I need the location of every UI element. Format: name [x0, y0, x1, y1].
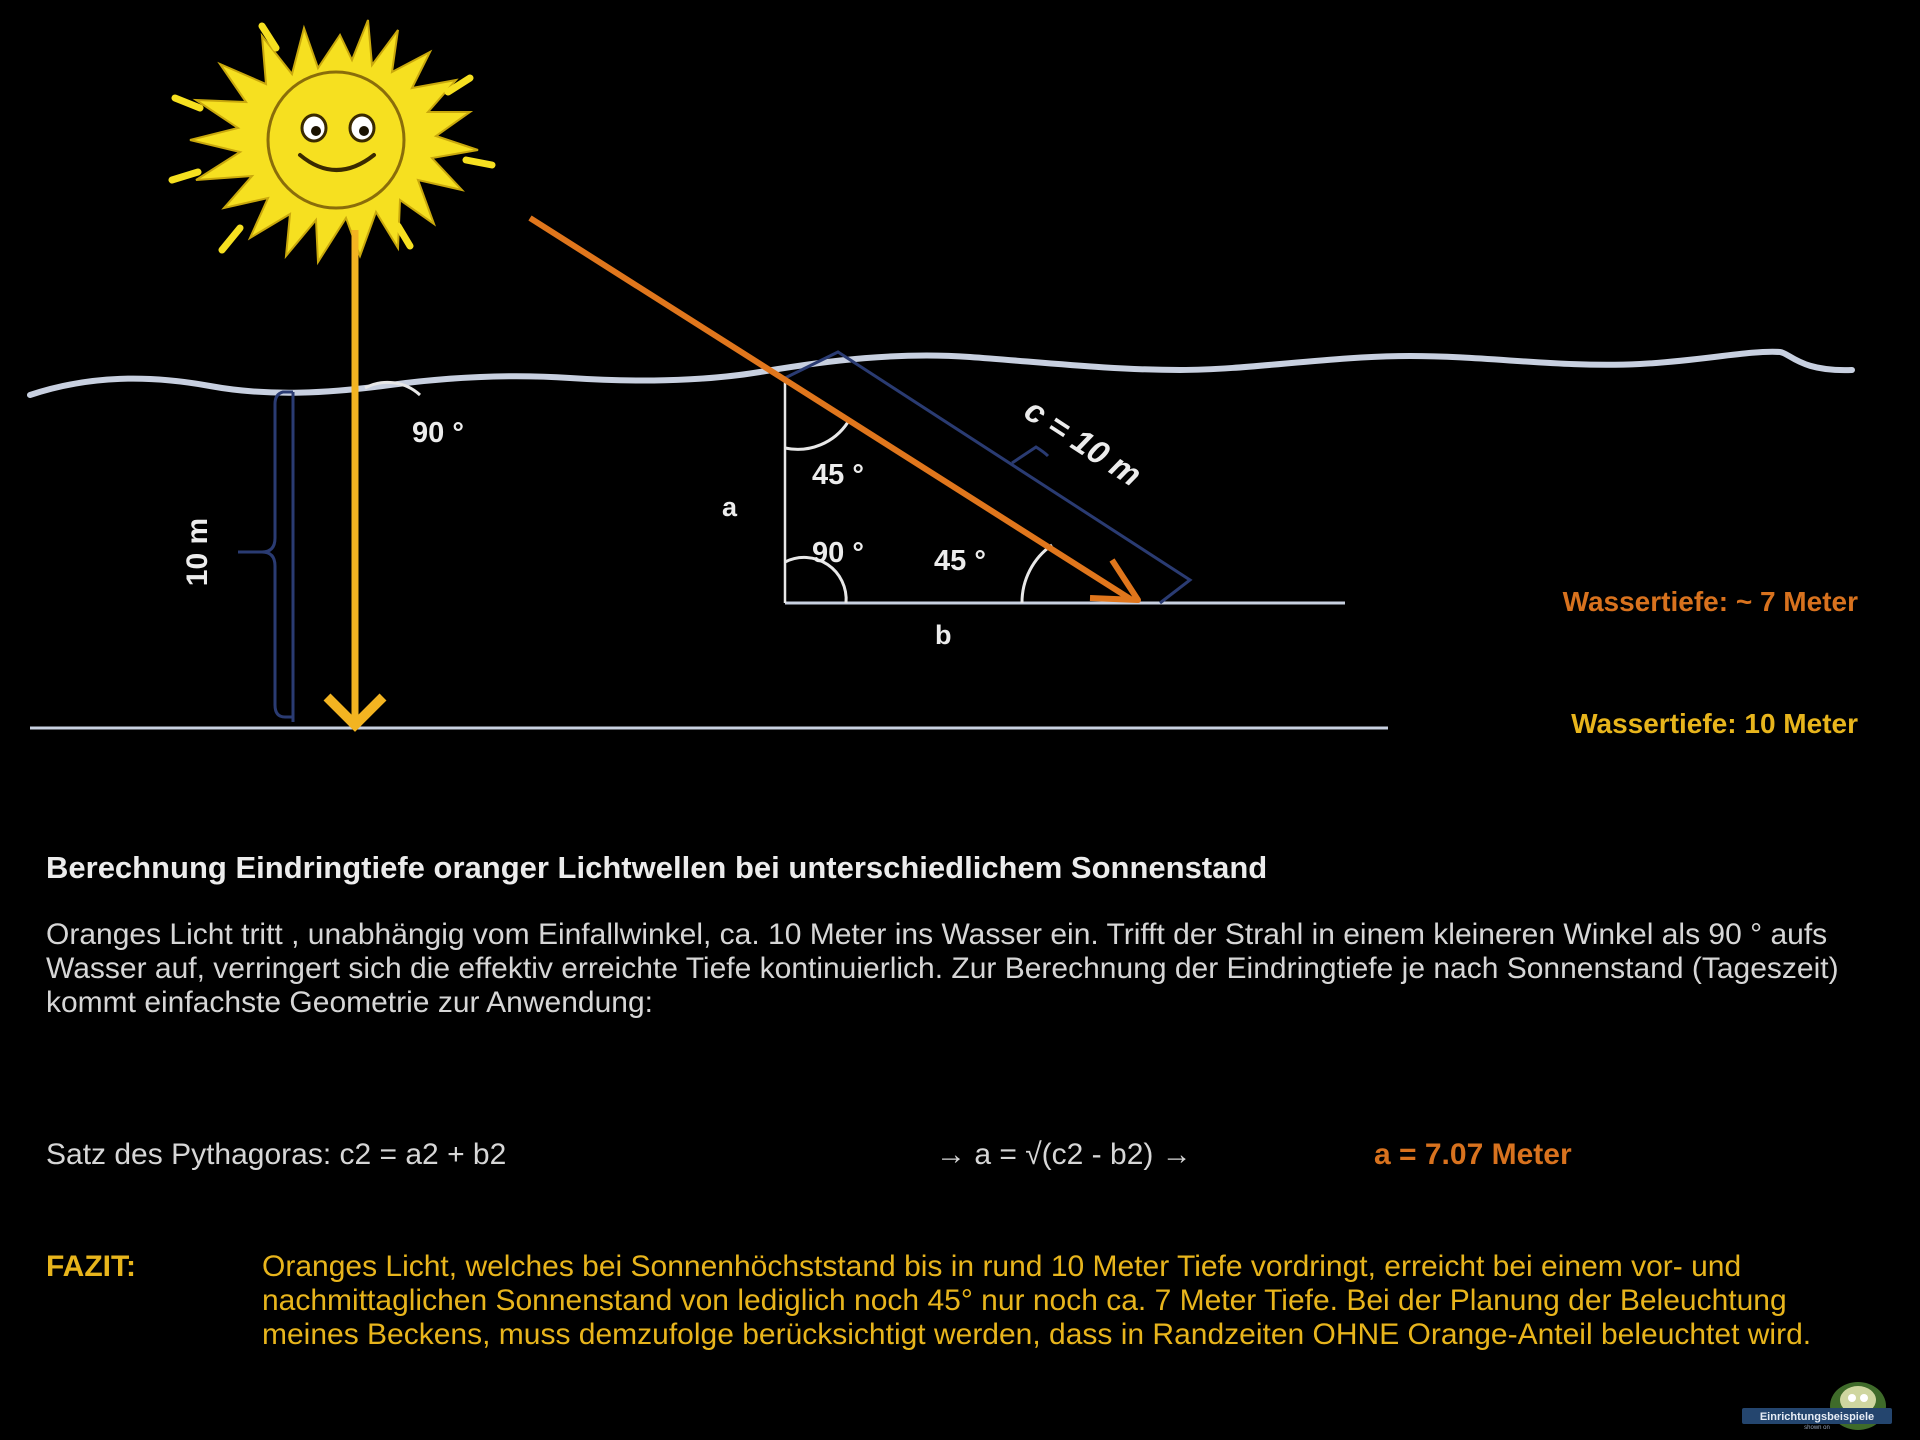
- formula-step: → a = √(c2 - b2) →: [936, 1138, 1192, 1171]
- depth-label-shallow: Wassertiefe: ~ 7 Meter: [1562, 586, 1858, 617]
- watermark-logo: [1742, 1376, 1902, 1430]
- angle-90-right-label: 90 °: [812, 537, 864, 569]
- intro-paragraph: Oranges Licht tritt , unabhängig vom Einfallwinkel, ca. 10 Meter ins Wasser ein. Trifft der Strahl in einem kleineren Winkel als 90 ° aufs Wasser auf, verringert sich die effektiv erreichte Tiefe kontinuierlich. Zur Berechnung der Eindringtiefe je nach Sonnenstand (Tageszeit) kommt einfachste Geometrie zur Anwendung:: [46, 918, 1839, 1019]
- fazit-paragraph: Oranges Licht, welches bei Sonnenhöchststand bis in rund 10 Meter Tiefe vordringt, erreicht bei einem vor- und nachmittaglichen Sonnenstand von lediglich noch 45° nur noch ca. 7 Meter Tiefe. Bei der Planung der Beleuchtung meines Beckens, muss demzufolge berücksichtigt werden, dass in Randzeiten OHNE Orange-Anteil beleuchtet wird.: [262, 1250, 1812, 1351]
- depth-side-label: 10 m: [181, 517, 214, 587]
- page-heading: Berechnung Eindringtiefe oranger Lichtwellen bei unterschiedlichem Sonnenstand: [46, 850, 1268, 885]
- side-a-label: a: [722, 492, 738, 522]
- formula-label: Satz des Pythagoras: c2 = a2 + b2: [46, 1138, 507, 1171]
- sun-face: [268, 72, 404, 208]
- watermark-text: Einrichtungsbeispiele: [1759, 1411, 1875, 1423]
- water-surface-line: [30, 352, 1852, 395]
- angle-45-bottom-label: 45 °: [934, 545, 986, 577]
- sun-icon: [172, 20, 492, 262]
- fazit-label: FAZIT:: [46, 1250, 136, 1283]
- side-b-label: b: [935, 620, 952, 650]
- angle-45-top-label: 45 °: [812, 459, 864, 491]
- watermark-subtext: shown on: [1804, 1425, 1830, 1430]
- angle-90-top-label: 90 °: [412, 417, 464, 449]
- formula-result: a = 7.07 Meter: [1374, 1138, 1572, 1171]
- depth-bracket: [238, 392, 293, 722]
- hypotenuse-label: c = 10 m: [1018, 390, 1149, 494]
- formula-row: [46, 1138, 1886, 1178]
- depth-label-deep: Wassertiefe: 10 Meter: [1571, 708, 1858, 739]
